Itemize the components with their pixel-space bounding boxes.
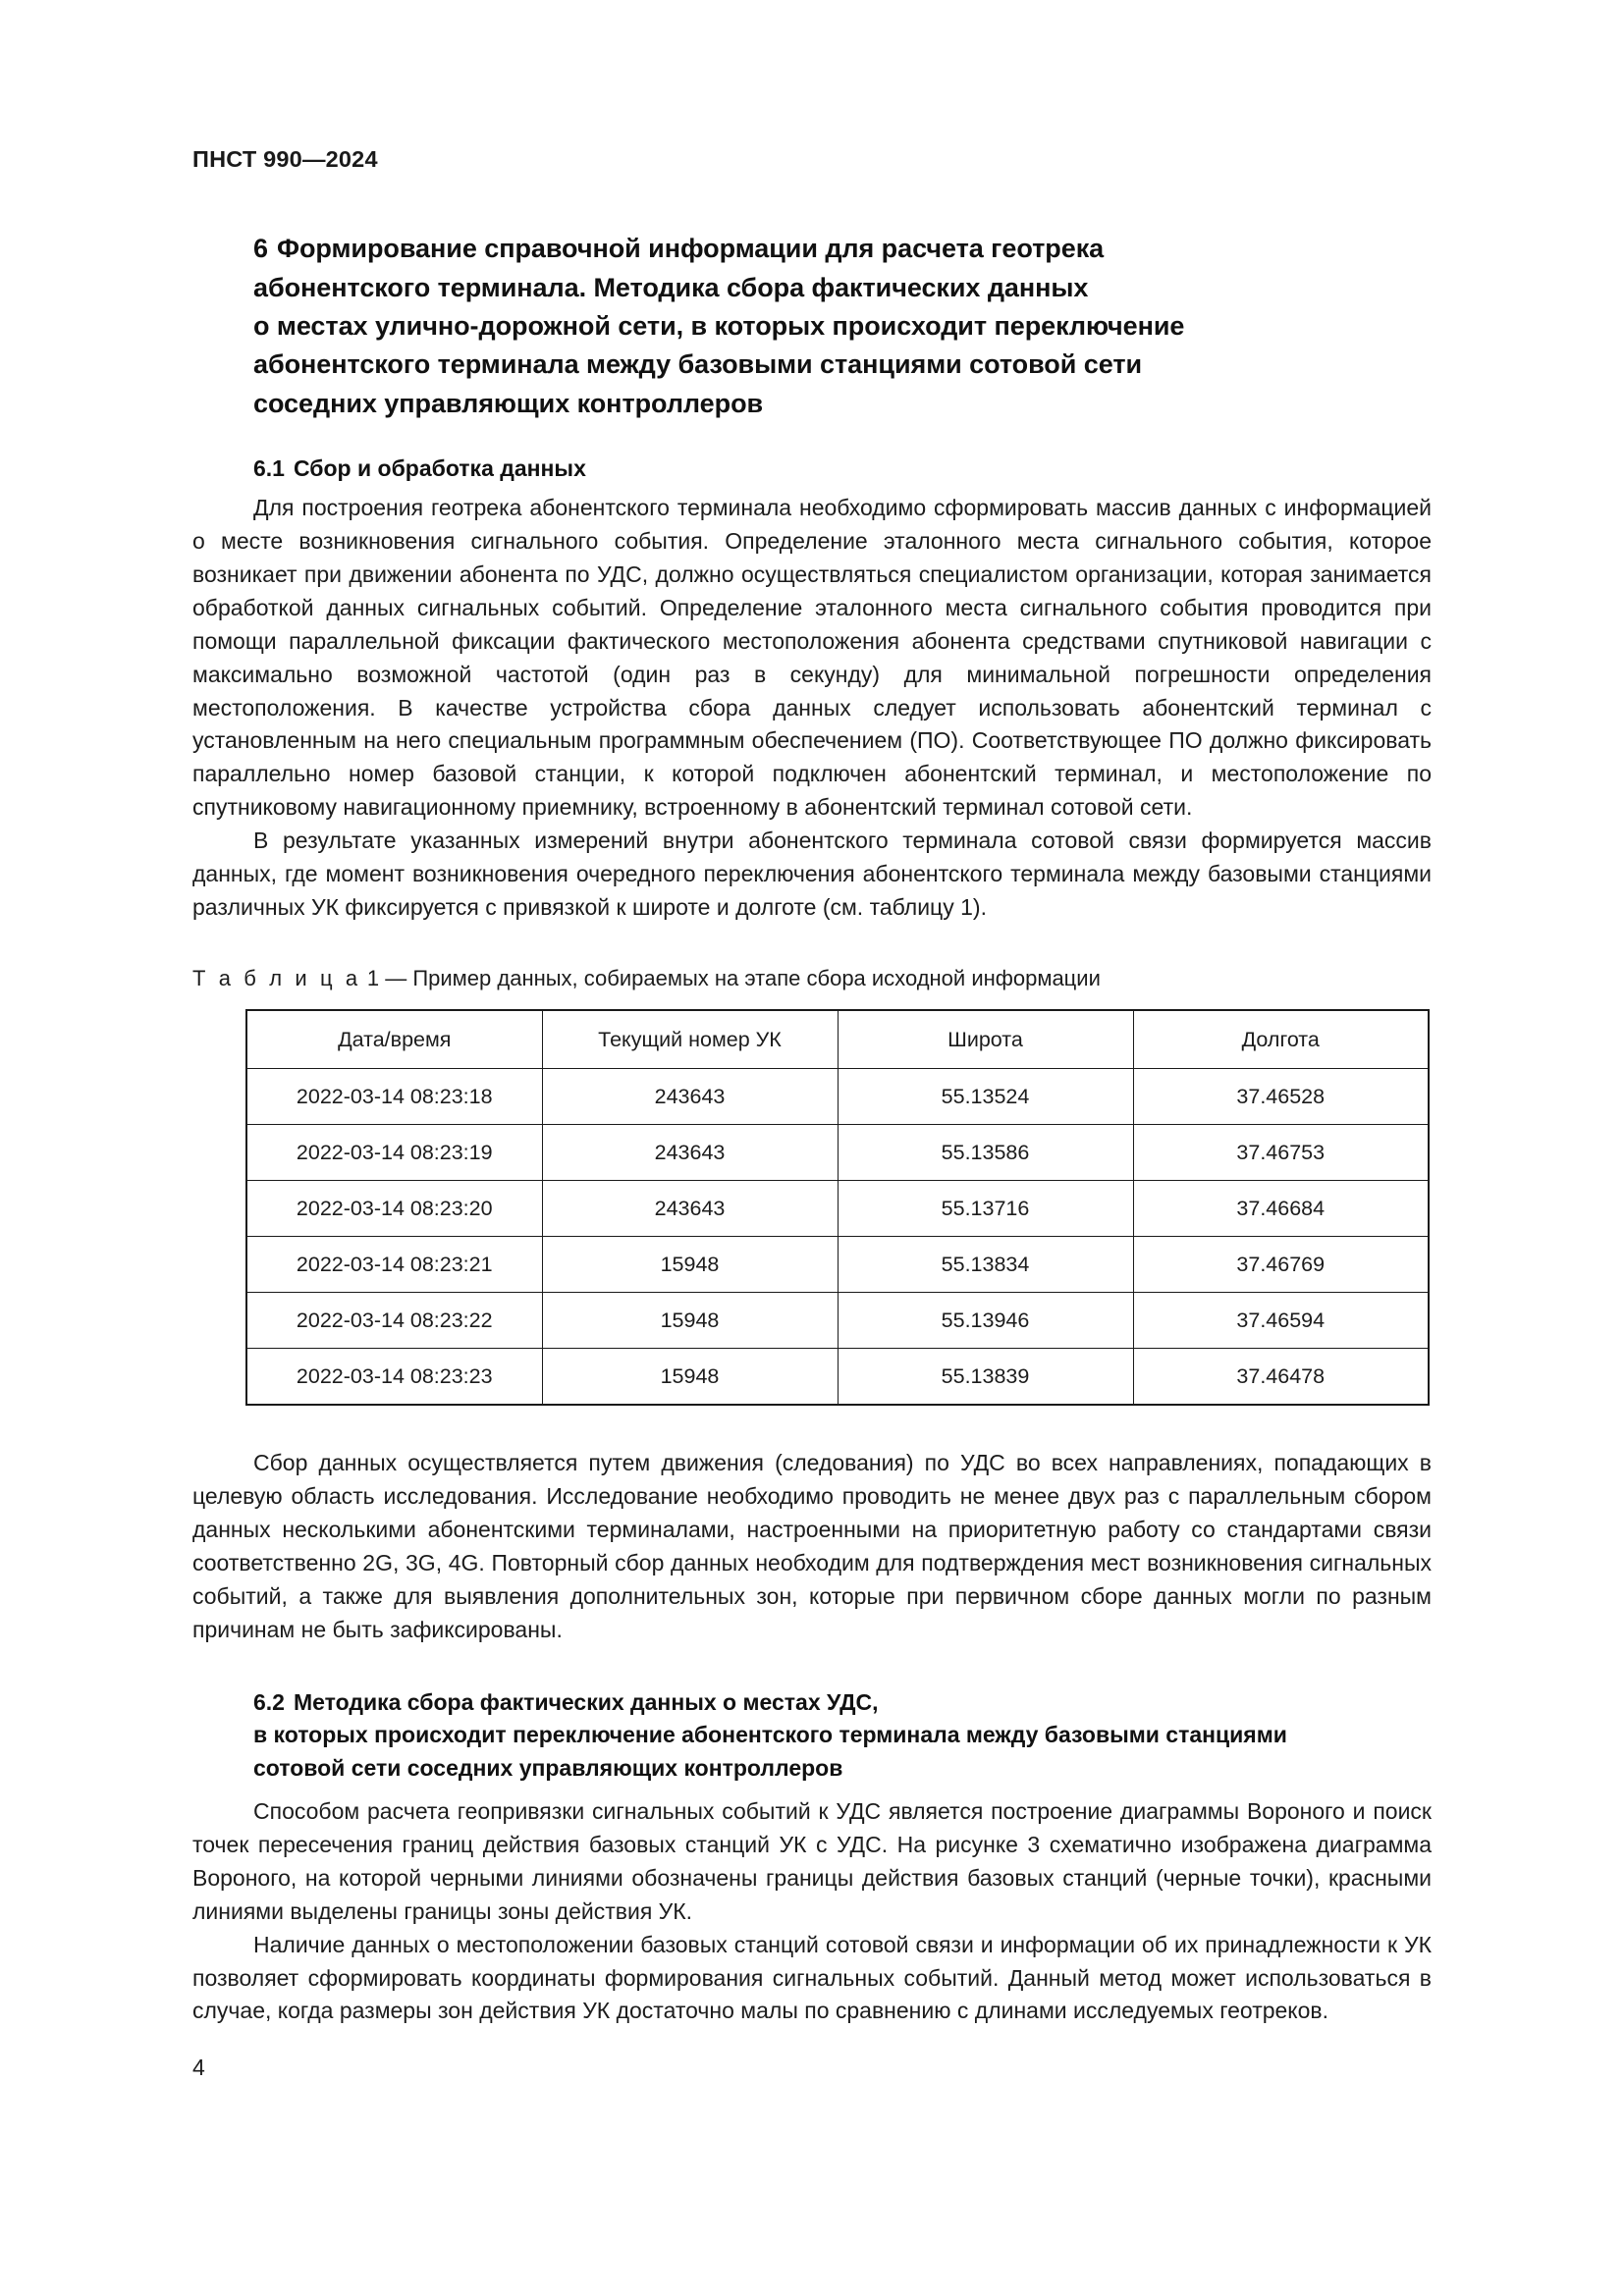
cell-datetime: 2022-03-14 08:23:22 <box>246 1293 542 1349</box>
cell-uk-number: 15948 <box>542 1293 838 1349</box>
cell-longitude: 37.46594 <box>1133 1293 1429 1349</box>
table-row <box>246 1293 1429 1349</box>
table-1-caption-label: Т а б л и ц а <box>192 966 361 990</box>
section-6-title-line-4: абонентского терминала между базовыми станциями сотовой сети <box>253 349 1143 380</box>
cell-datetime: 2022-03-14 08:23:20 <box>246 1181 542 1237</box>
subsection-6-2-title-line-2: в которых происходит переключение абонентского терминала между базовыми станциями <box>253 1722 1287 1748</box>
cell-datetime: 2022-03-14 08:23:18 <box>246 1069 542 1125</box>
subsection-6-2-title <box>192 1686 1432 1786</box>
table-column-header-datetime: Дата/время <box>246 1010 542 1069</box>
table-1-caption-text: — Пример данных, собираемых на этапе сбора исходной информации <box>385 966 1101 990</box>
subsection-6-1-number: 6.1 <box>253 455 285 482</box>
section-6-title-line-2: абонентского терминала. Методика сбора фактических данных <box>253 272 1089 302</box>
table-row <box>246 1349 1429 1406</box>
table-row <box>246 1069 1429 1125</box>
subsection-6-1-title <box>192 453 1432 486</box>
table-1-caption-number: 1 <box>366 966 380 990</box>
subsection-6-1-label: Сбор и обработка данных <box>293 455 586 482</box>
paragraph-6-1-1: Для построения геотрека абонентского терминала необходимо сформировать массив данных с информацией о месте возникновения сигнального события. Определение эталонного места сигнального события, которое возникает при движении абонента по УДС, должно осуществляться специалистом организации, которая занимается обработкой данных сигнальных событий. Определение эталонного места сигнального события проводится при помощи параллельной фиксации фактического местоположения абонента средствами спутниковой навигации с максимально возможной частотой (один раз в секунду) для минимальной погрешности определения местоположения. В качестве устройства сбора данных следует использовать абонентский терминал с установленным на него специальным программным обеспечением (ПО). Соответствующее ПО должно фиксировать параллельно номер базовой станции, к которой подключен абонентский терминал, и местоположение по спутниковому навигационному приемнику, встроенному в абонентский терминал сотовой сети. <box>192 495 1432 821</box>
cell-uk-number: 243643 <box>542 1181 838 1237</box>
section-6-title-line-1: Формирование справочной информации для расчета геотрека <box>276 234 1105 264</box>
cell-uk-number: 15948 <box>542 1349 838 1406</box>
cell-uk-number: 243643 <box>542 1125 838 1181</box>
table-header-row <box>246 1010 1429 1069</box>
post-table-paragraphs <box>192 1447 1432 1647</box>
subsection-6-2-number: 6.2 <box>253 1688 285 1715</box>
cell-longitude: 37.46769 <box>1133 1237 1429 1293</box>
table-body <box>246 1069 1429 1406</box>
cell-uk-number: 15948 <box>542 1237 838 1293</box>
page-content <box>192 145 1432 2028</box>
cell-latitude: 55.13839 <box>838 1349 1133 1406</box>
cell-longitude: 37.46684 <box>1133 1181 1429 1237</box>
running-head: ПНСТ 990—2024 <box>192 146 378 172</box>
cell-datetime: 2022-03-14 08:23:19 <box>246 1125 542 1181</box>
table-row <box>246 1125 1429 1181</box>
table-column-header-latitude: Широта <box>838 1010 1133 1069</box>
table-column-header-uk-number: Текущий номер УК <box>542 1010 838 1069</box>
table-row <box>246 1237 1429 1293</box>
section-6-title-line-5: соседних управляющих контроллеров <box>253 388 764 418</box>
cell-latitude: 55.13524 <box>838 1069 1133 1125</box>
cell-latitude: 55.13586 <box>838 1125 1133 1181</box>
paragraph-6-1-2: В результате указанных измерений внутри абонентского терминала сотовой связи формируется массив данных, где момент возникновения очередного переключения абонентского терминала между базовыми станциями различных УК фиксируется с привязкой к широте и долготе (см. таблицу 1). <box>192 828 1432 921</box>
table-1 <box>245 1009 1430 1406</box>
paragraph-6-2-1: Способом расчета геопривязки сигнальных событий к УДС является построение диаграммы Вороного и поиск точек пересечения границ действия базовых станций УК с УДС. На рисунке 3 схематично изображена диаграмма Вороного, на которой черными линиями обозначены границы действия базовых станций (черные точки), красными линиями выделены границы зоны действия УК. <box>192 1797 1432 1924</box>
cell-latitude: 55.13946 <box>838 1293 1133 1349</box>
cell-datetime: 2022-03-14 08:23:23 <box>246 1349 542 1406</box>
section-6-title <box>192 230 1432 423</box>
table-row <box>246 1181 1429 1237</box>
cell-longitude: 37.46753 <box>1133 1125 1429 1181</box>
table-1-caption <box>192 966 1432 991</box>
page-number: 4 <box>192 2055 205 2080</box>
subsection-6-2-title-line-3: сотовой сети соседних управляющих контроллеров <box>253 1755 843 1782</box>
paragraph-6-1-3: Сбор данных осуществляется путем движения (следования) по УДС во всех направлениях, попадающих в целевую область исследования. Исследование необходимо проводить не менее двух раз с параллельным сбором данных несколькими абонентскими терминалами, настроенными на приоритетную работу со стандартами связи соответственно 2G, 3G, 4G. Повторный сбор данных необходим для подтверждения мест возникновения сигнальных событий, а также для выявления дополнительных зон, которые при первичном сборе данных могли по разным причинам не быть зафиксированы. <box>192 1450 1432 1642</box>
paragraph-6-2-2: Наличие данных о местоположении базовых станций сотовой связи и информации об их принадлежности к УК позволяет сформировать координаты формирования сигнальных событий. Данный метод может использоваться в случае, когда размеры зон действия УК достаточно малы по сравнению с длинами исследуемых геотреков. <box>192 1931 1432 2024</box>
cell-datetime: 2022-03-14 08:23:21 <box>246 1237 542 1293</box>
section-6-number: 6 <box>253 234 268 264</box>
cell-longitude: 37.46528 <box>1133 1069 1429 1125</box>
subsection-6-2-title-line-1: Методика сбора фактических данных о местах УДС, <box>293 1688 879 1715</box>
cell-latitude: 55.13834 <box>838 1237 1133 1293</box>
cell-uk-number: 243643 <box>542 1069 838 1125</box>
cell-longitude: 37.46478 <box>1133 1349 1429 1406</box>
cell-latitude: 55.13716 <box>838 1181 1133 1237</box>
table-column-header-longitude: Долгота <box>1133 1010 1429 1069</box>
section-6-title-line-3: о местах улично-дорожной сети, в которых происходит переключение <box>253 311 1185 341</box>
